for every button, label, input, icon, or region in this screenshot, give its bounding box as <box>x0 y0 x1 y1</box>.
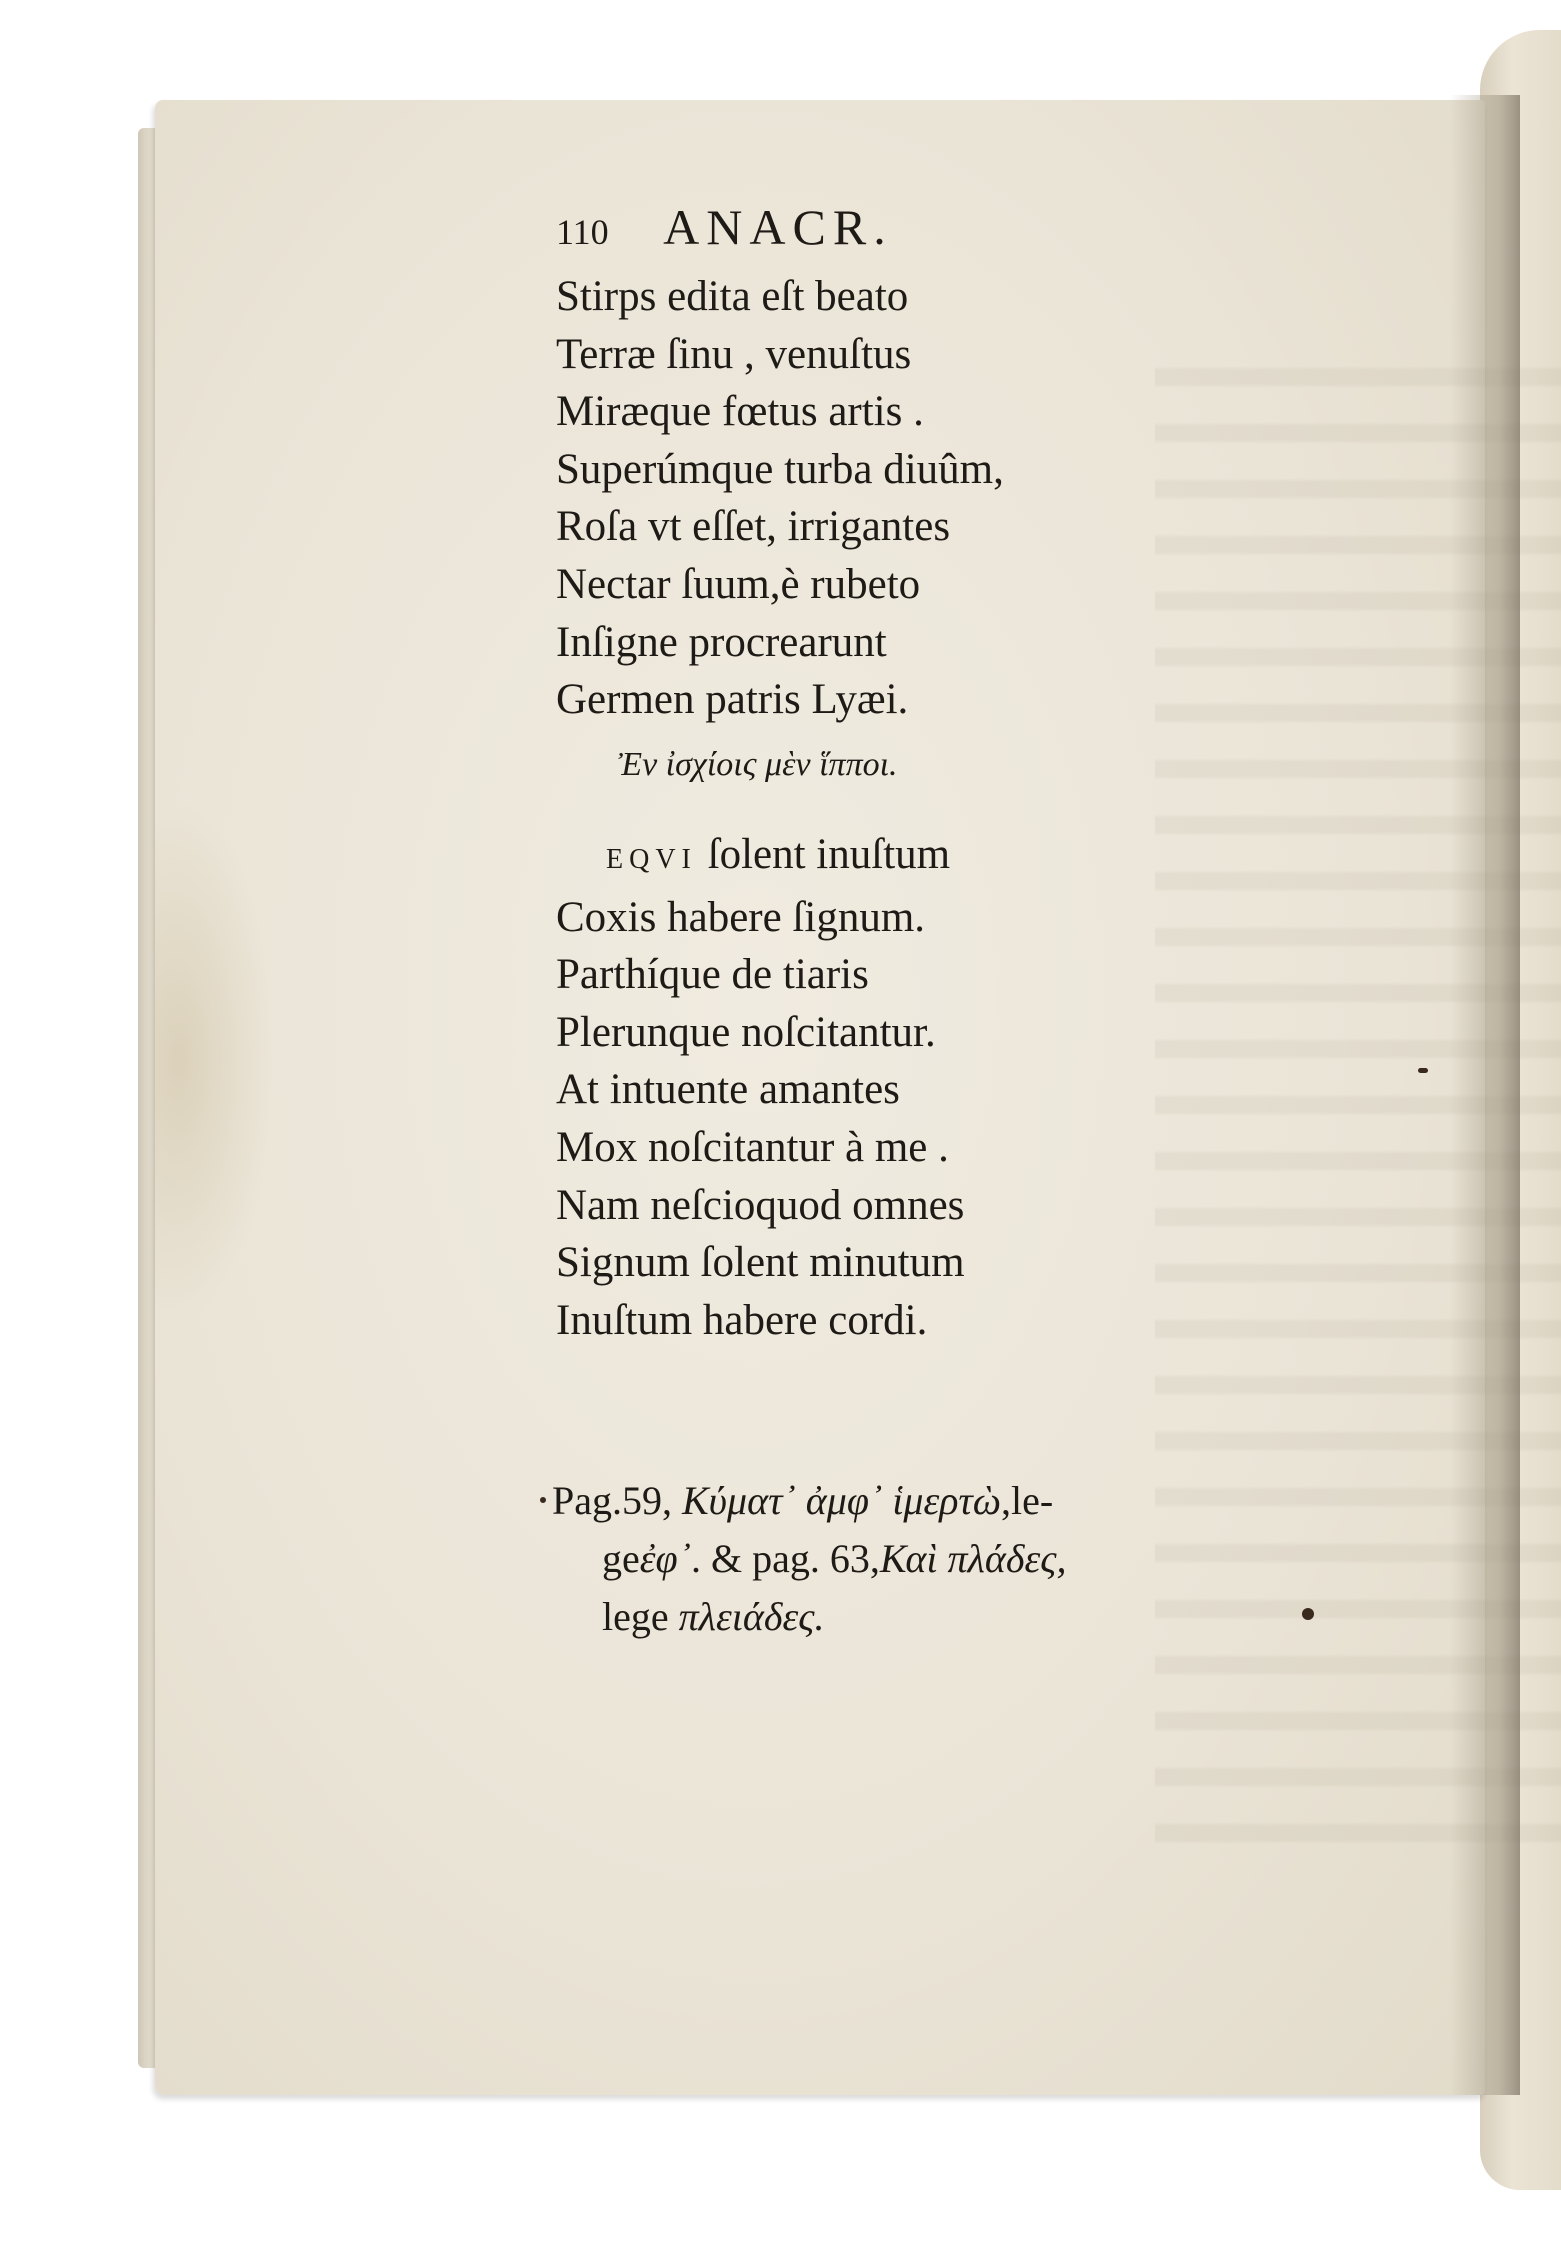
errata-greek: πλειάδες. <box>678 1594 825 1639</box>
poem-line: Miræque fœtus artis . <box>556 388 924 436</box>
errata-note <box>552 1472 1066 1646</box>
first-line-text: ſolent inuſtum <box>707 831 951 878</box>
poem-line: Signum ſolent minutum <box>556 1239 965 1287</box>
errata-text: . & pag. 63, <box>690 1536 880 1581</box>
poem-1 <box>556 268 1004 729</box>
poem-line: Superúmque turba diuûm, <box>556 445 1004 493</box>
poem-line: Inuſtum habere cordi. <box>556 1296 928 1344</box>
page-gutter <box>1450 95 1520 2095</box>
poem-line: At intuente amantes <box>556 1066 900 1114</box>
errata-line-3 <box>552 1588 1066 1646</box>
poem-line: Stirps edita eſt beato <box>556 273 909 320</box>
running-head: ANACR. <box>663 199 893 255</box>
errata-greek: ἐφ᾽ <box>639 1536 691 1581</box>
errata-line-1 <box>552 1472 1066 1530</box>
poem-line: Mox noſcitantur à me . <box>556 1123 949 1171</box>
poem-2 <box>556 826 965 1349</box>
poem-line: Coxis habere ſignum. <box>556 893 926 941</box>
poem-line: Plerunque noſcitantur. <box>556 1008 936 1056</box>
errata-line-2 <box>552 1530 1066 1588</box>
poem-line: Parthíque de tiaris <box>556 951 869 999</box>
errata-text: lege <box>602 1594 669 1639</box>
initial-word: EQVI <box>606 844 697 875</box>
poem-line: Germen patris Lyæi. <box>556 676 909 724</box>
poem-line: Nectar ſuum,è rubeto <box>556 560 921 608</box>
ink-mark <box>540 1497 546 1503</box>
poem-first-line <box>556 826 965 889</box>
water-stain <box>155 800 275 1320</box>
page-number: 110 <box>556 212 609 252</box>
ink-mark <box>1418 1068 1428 1073</box>
errata-text: Pag.59, <box>552 1478 672 1523</box>
poem-line: Terræ ſinu , venuſtus <box>556 330 912 378</box>
errata-greek: Κύματ᾽ ἀμφ᾽ ἱμερτὼ <box>682 1478 1001 1523</box>
errata-text: ge <box>602 1536 640 1581</box>
page-header <box>556 198 893 256</box>
errata-greek: Καὶ πλάδες, <box>879 1536 1067 1581</box>
poem-line: Inſigne procrearunt <box>556 618 887 666</box>
poem-line: Nam neſcioquod omnes <box>556 1181 965 1229</box>
poem-2-greek-title: Ἐν ἰσχίοις μὲν ἵπποι. <box>618 746 898 783</box>
errata-text: ,le- <box>1000 1478 1054 1523</box>
poem-line: Roſa vt eſſet, irrigantes <box>556 503 951 551</box>
ink-spot <box>1302 1608 1314 1620</box>
